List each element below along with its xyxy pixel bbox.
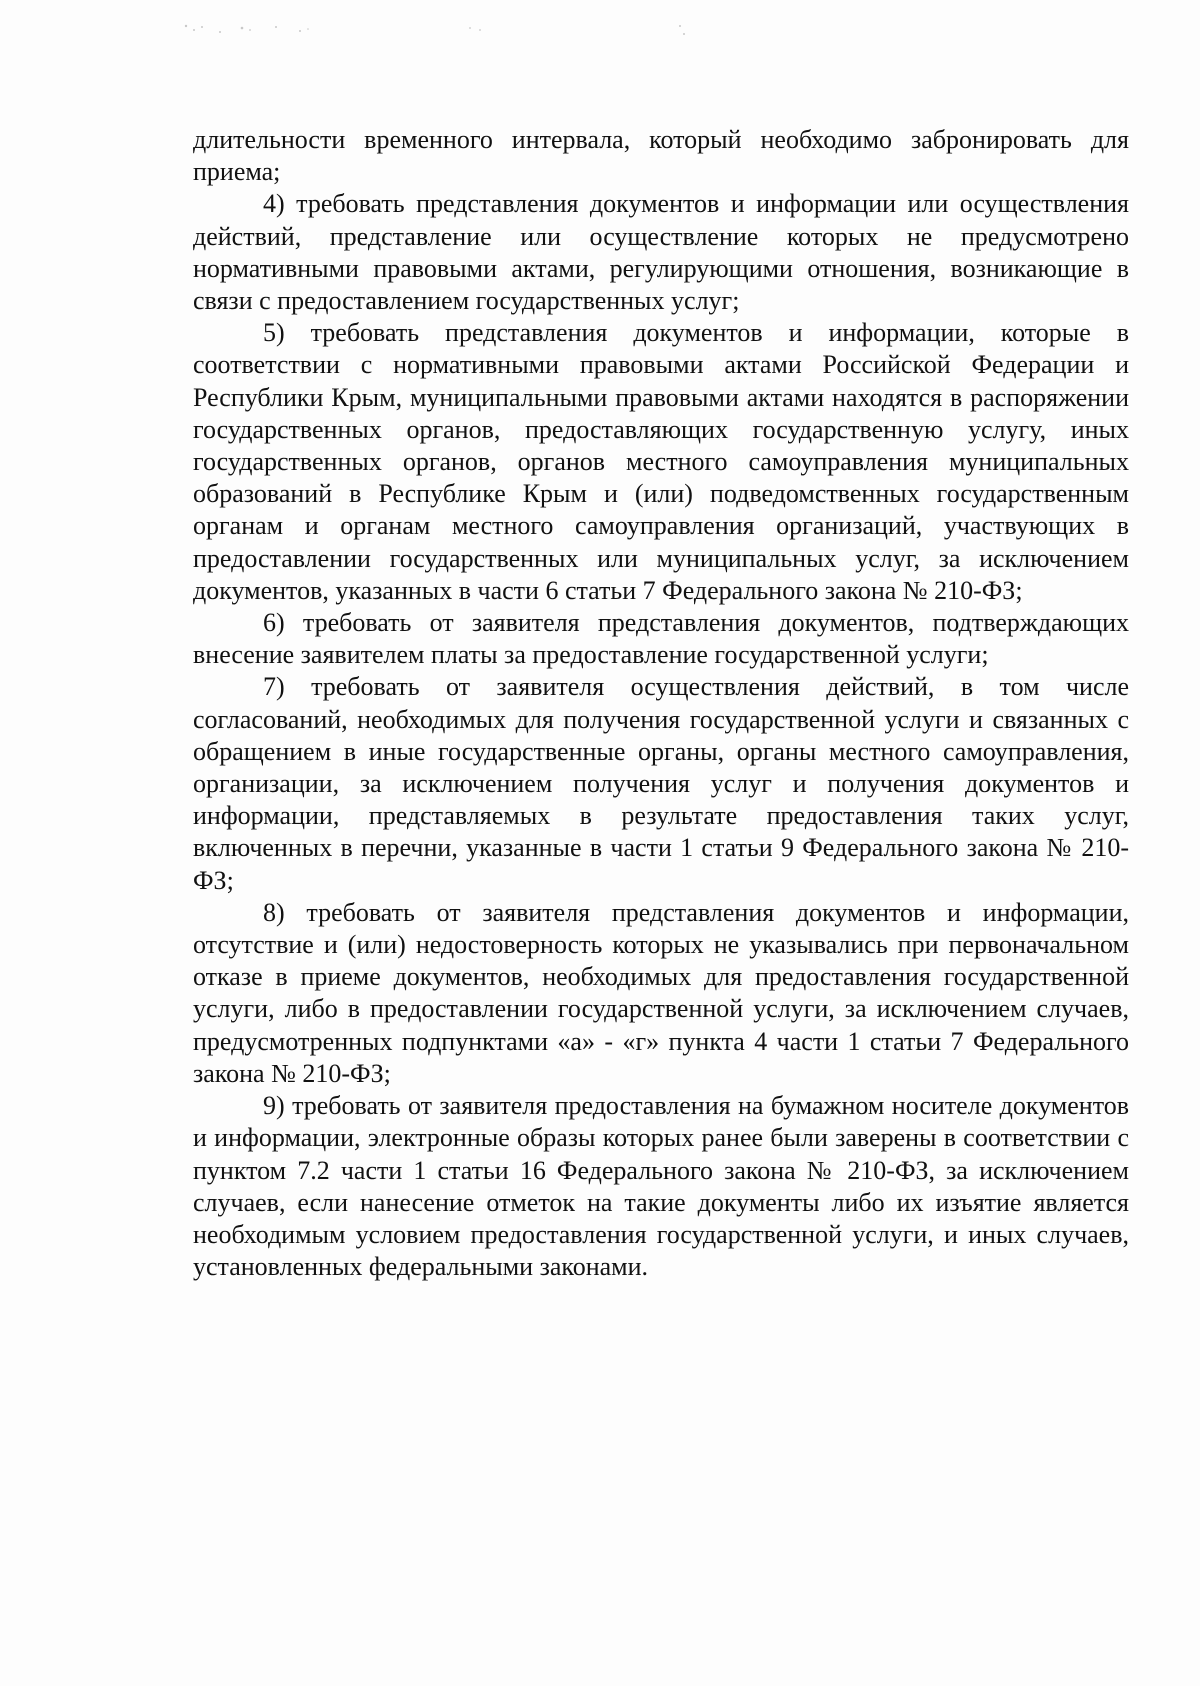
- document-body: [193, 124, 1129, 1283]
- paragraph-item-8: 8) требовать от заявителя представления документов и информации, отсутствие и (или) недостоверность которых не указывались при первоначальном отказе в приеме документов, необходимых для предоставления государственной услуги, либо в предоставлении государственной услуги, за исключением случаев, предусмотренных подпунктами «а» - «г» пункта 4 части 1 статьи 7 Федерального закона № 210-ФЗ;: [193, 897, 1129, 1088]
- paragraph-item-4: 4) требовать представления документов и информации или осуществления действий, представление или осуществление которых не предусмотрено нормативными правовыми актами, регулирующими отношения, возникающие в связи с предоставлением государственных услуг;: [193, 189, 1129, 316]
- paragraph-continuation: длительности временного интервала, который необходимо забронировать для приема;: [193, 125, 1129, 187]
- paragraph-item-7: 7) требовать от заявителя осуществления действий, в том числе согласований, необходимых для получения государственной услуги и связанных с обращением в иные государственные органы, органы местного самоуправления, организации, за исключением получения услуг и получения документов и информации, представляемых в результате предоставления таких услуг, включенных в перечни, указанные в части 1 статьи 9 Федерального закона № 210-ФЗ;: [193, 672, 1129, 895]
- paragraph-item-9: 9) требовать от заявителя предоставления на бумажном носителе документов и информации, электронные образы которых ранее были заверены в соответствии с пунктом 7.2 части 1 статьи 16 Федерального закона № 210-ФЗ, за исключением случаев, если нанесение отметок на такие документы либо их изъятие является необходимым условием предоставления государственной услуги, и иных случаев, установленных федеральными законами.: [193, 1091, 1129, 1282]
- paragraph-item-5: 5) требовать представления документов и информации, которые в соответствии с нормативными правовыми актами Российской Федерации и Республики Крым, муниципальными правовыми актами находятся в распоряжении государственных органов, предоставляющих государственную услугу, иных государственных органов, органов местного самоуправления муниципальных образований в Республике Крым и (или) подведомственных государственным органам и органам местного самоуправления организаций, участвующих в предоставлении государственных или муниципальных услуг, за исключением документов, указанных в части 6 статьи 7 Федерального закона № 210-ФЗ;: [193, 318, 1129, 605]
- scan-noise-icon: [180, 18, 700, 42]
- paragraph-item-6: 6) требовать от заявителя представления документов, подтверждающих внесение заявителем платы за предоставление государственной услуги;: [193, 608, 1129, 670]
